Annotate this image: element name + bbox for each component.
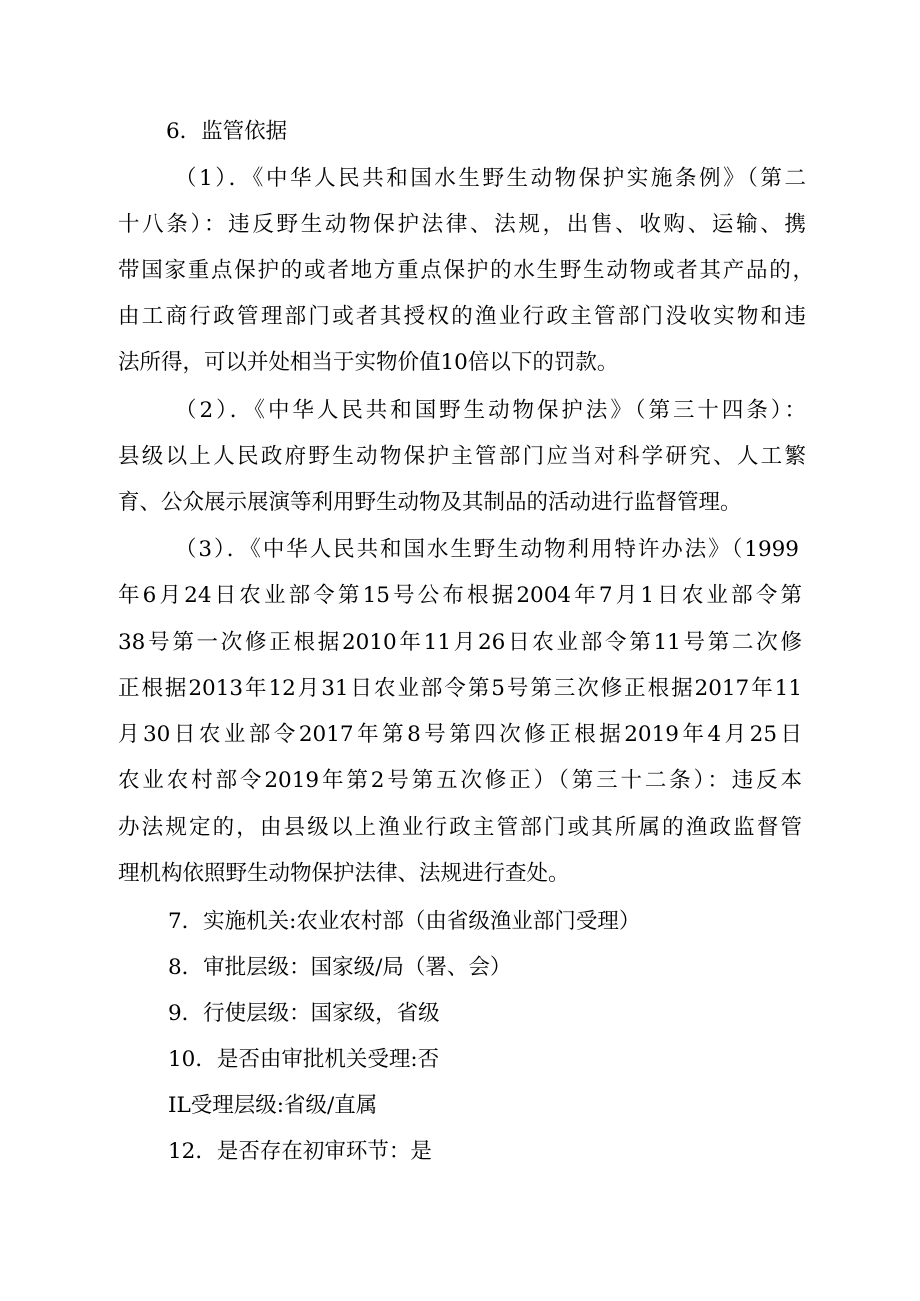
item-3-line-6: 农业农村部令2019年第2号第五次修正）（第三十二条）：违反本 (118, 768, 802, 793)
item-1-line-5: 法所得，可以并处相当于实物价值10倍以下的罚款。 (118, 350, 619, 375)
item-3-line-4: 正根据2013年12月31日农业部令第5号第三次修正根据2017年11 (118, 676, 802, 701)
item-3-line-3: 38号第一次修正根据2010年11月26日农业部令第11号第二次修 (118, 630, 802, 655)
section-6-heading: 6．监管依据 (166, 119, 288, 144)
section-12-preliminary-review: 12．是否存在初审环节：是 (168, 1139, 432, 1164)
section-9-exercise-level: 9．行使层级：国家级，省级 (168, 1001, 440, 1026)
item-3-line-1: （3）．《中华人民共和国水生野生动物利用特许办法》（1999 (175, 537, 799, 562)
section-7-implementing-agency: 7．实施机关:农业农村部（由省级渔业部门受理） (168, 909, 641, 934)
item-2-line-2: 县级以上人民政府野生动物保护主管部门应当对科学研究、人工繁 (118, 444, 806, 469)
item-1-line-3: 带国家重点保护的或者地方重点保护的水生野生动物或者其产品的， (118, 258, 814, 283)
item-2-line-3: 育、公众展示展演等利用野生动物及其制品的活动进行监督管理。 (118, 490, 742, 515)
item-3-line-7: 办法规定的，由县级以上渔业行政主管部门或其所属的渔政监督管 (118, 815, 802, 840)
item-3-line-5: 月30日农业部令2017年第8号第四次修正根据2019年4月25日 (118, 722, 802, 747)
item-1-line-2: 十八条）：违反野生动物保护法律、法规，出售、收购、运输、携 (118, 212, 806, 237)
section-11-acceptance-level: IL受理层级:省级/直属 (168, 1093, 378, 1118)
item-1-line-4: 由工商行政管理部门或者其授权的渔业行政主管部门没收实物和违 (118, 304, 806, 329)
section-10-accepted-by-approver: 10．是否由审批机关受理:否 (168, 1047, 440, 1072)
item-2-line-1: （2）．《中华人民共和国野生动物保护法》（第三十四条）： (175, 398, 806, 423)
section-8-approval-level: 8．审批层级：国家级/局（署、会） (168, 955, 512, 980)
item-3-line-8: 理机构依照野生动物保护法律、法规进行查处。 (118, 861, 570, 886)
item-3-line-2: 年6月24日农业部令第15号公布根据2004年7月1日农业部令第 (118, 583, 802, 608)
item-1-line-1: （1）．《中华人民共和国水生野生动物保护实施条例》（第二 (175, 166, 806, 191)
